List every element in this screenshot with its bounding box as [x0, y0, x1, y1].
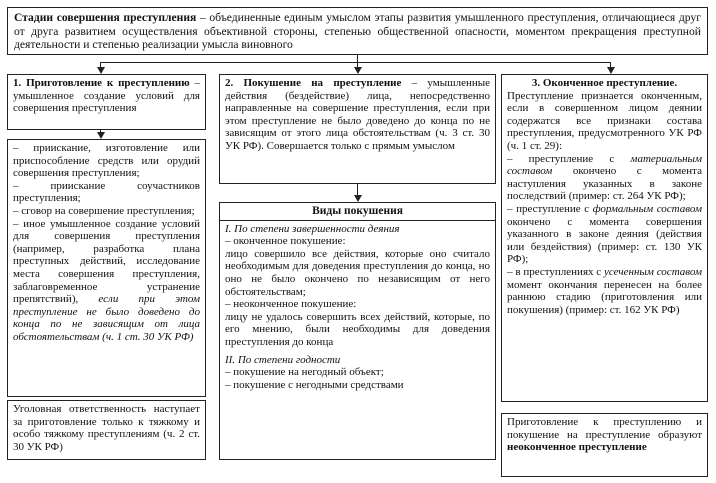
attempt-types-box: [219, 202, 496, 460]
arrow-col3: [607, 67, 615, 74]
unfinished-text: Приготовление к преступлению и покушение на преступление образуют: [507, 416, 702, 441]
attempt-definition: – умышленные действия (бездействие) лица, непосредственно направленные на совершение преступления, если при этом преступление не было доведено до конца по не зависящим от этого лица обстоятельствам (ч. 3 ст. 30 УК РФ). Совершается только с прямым умыслом: [225, 77, 490, 152]
stages-definition: – объединенные единым умыслом этапы развития умышленного преступления, отличающиеся друг от друга развитием осуществления объективной стороны, степенью общественной опасности, моментом прекращения преступной деятельности и степенью реализации умысла виновного: [14, 11, 701, 51]
unfinished-crime-box: [501, 413, 708, 477]
stages-term: Стадии совершения преступления: [14, 11, 197, 24]
preparation-term: 1. Приготовление к преступлению: [13, 77, 190, 89]
completed-formal: – преступление с формальным составом окончено с момента совершения указанного в законе деяния (действия или бездействия) (пример: ст. 130 УК РФ);: [507, 202, 702, 266]
stages-definition-box: [7, 7, 708, 55]
preparation-liability: Уголовная ответственность наступает за приготовление только к тяжкому и особо тяжкому преступлениям (ч. 2 ст. 30 УК РФ): [13, 403, 200, 453]
attempt-head-box: [219, 74, 496, 184]
completed-definition: Преступление признается оконченным, если в совершенном лицом деянии содержатся все признаки состава преступления, предусмотренного УК РФ (ч. 1 ст. 29):: [507, 89, 702, 152]
attempt-unfit-object: – покушение на негодный объект;: [225, 366, 384, 379]
arrow-col1: [97, 67, 105, 74]
attempt-term: 2. Покушение на преступление: [225, 77, 402, 89]
preparation-forms-box: [7, 139, 206, 397]
preparation-head-box: [7, 74, 206, 130]
arrow-attempt-types: [354, 195, 362, 202]
attempt-complete-label: – оконченное покушение:: [225, 235, 346, 248]
attempt-sec2-title: II. По степени годности: [225, 353, 341, 366]
completed-crime-box: [501, 74, 708, 402]
attempt-complete-text: лицо совершило все действия, которые оно считало необходимым для доведения преступления до конца, но оно не было окончено по независящим от него обстоятельствам;: [225, 247, 490, 298]
arrow-col2: [354, 67, 362, 74]
attempt-sec1-title: I. По степени завершенности деяния: [225, 222, 400, 235]
completed-term: 3. Оконченное преступление.: [531, 77, 678, 89]
attempt-types-title: Виды покушения: [220, 203, 495, 221]
prep-item-accomplices: – приискание соучастников преступления;: [13, 179, 200, 205]
attempt-unfit-means: – покушение с негодными средствами: [225, 378, 404, 391]
attempt-incomplete-text: лицу не удалось совершить всех действий, которые, по его мнению, были необходимы для доведения преступления до конца: [225, 310, 490, 348]
preparation-definition: – умышленное создание условий для совершения преступления: [13, 77, 201, 115]
preparation-liability-box: [7, 400, 206, 460]
arrow-preparation-list: [97, 132, 105, 139]
attempt-incomplete-label: – неоконченное покушение:: [225, 298, 357, 311]
prep-item-means: – приискание, изготовление или приспособление средств или орудий совершения преступления;: [13, 142, 200, 180]
prep-item-conspiracy: – сговор на совершение преступления;: [13, 204, 195, 217]
unfinished-term: неоконченное преступление: [507, 441, 647, 454]
completed-truncated: – в преступлениях с усеченным составом момент окончания перенесен на более раннюю стадию (приготовления или покушения) (пример: ст. 162 УК РФ): [507, 265, 702, 316]
prep-item-other: – иное умышленное создание условий для совершения преступления (например, разработка плана преступных действий, исследование места совершения преступления, заблаговременное устранение препятствий), если при этом преступление не было доведено до конца по не зависящим от лица обстоятельствам (ч. 1 ст. 30 УК РФ): [13, 217, 200, 343]
prep-condition: если при этом преступление не было доведено до конца по не зависящим от лица обстоятельствам (ч. 1 ст. 30 УК РФ): [13, 293, 200, 343]
completed-material: – преступление с материальным составом окончено с момента наступления указанных в законе последствий (пример: ст. 264 УК РФ);: [507, 152, 702, 203]
connector-horizontal: [100, 62, 610, 63]
